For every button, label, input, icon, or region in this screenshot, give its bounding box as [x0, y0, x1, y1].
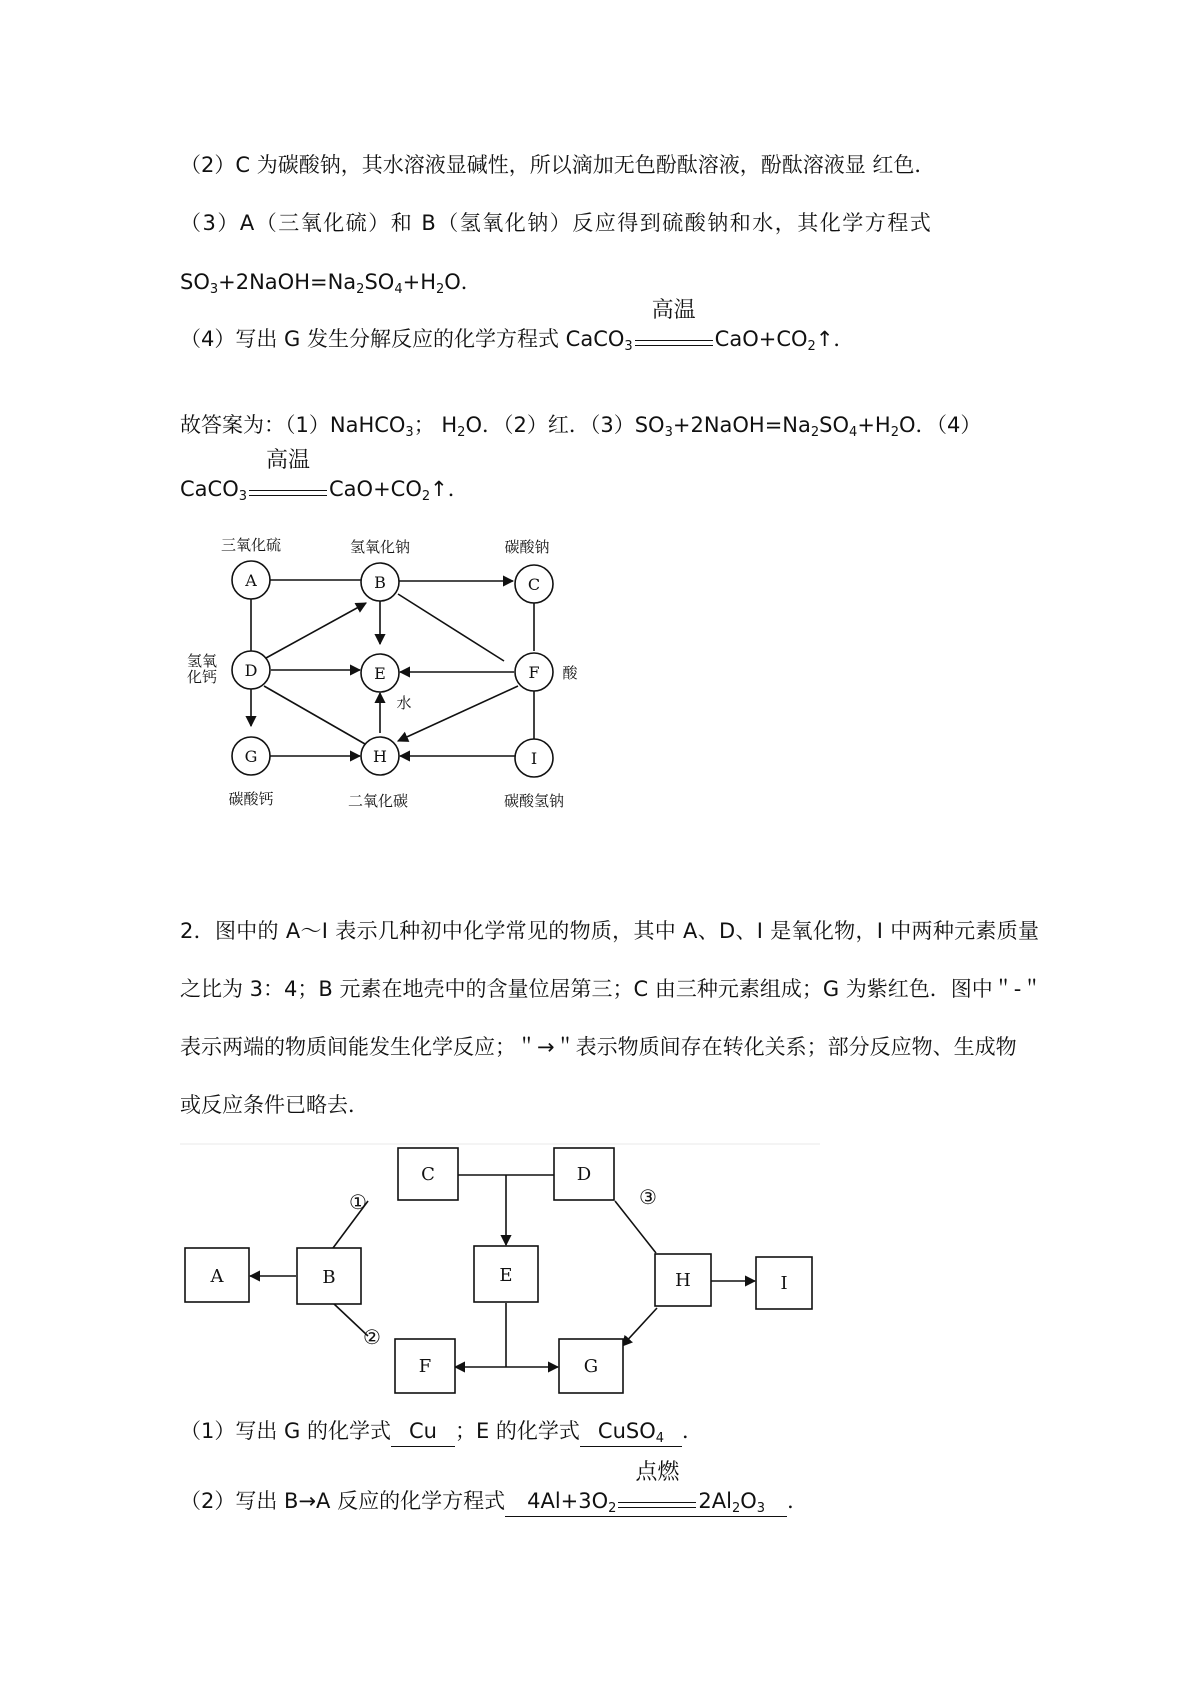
node-D-label-1: 氢氧	[186, 652, 218, 670]
question-2-line-2: 之比为 3：4；B 元素在地壳中的含量位居第三；C 由三种元素组成；G 为紫红色．图中＂-＂	[180, 977, 1043, 1001]
node-G-label: 碳酸钙	[228, 790, 274, 808]
mark-2: ②	[363, 1325, 381, 1349]
relation-diagram-2	[170, 1140, 830, 1405]
sub-question-1: （1）写出 G 的化学式 Cu ；E 的化学式 CuSO$_4$ ．	[180, 1416, 703, 1447]
node-E-letter: E	[374, 664, 386, 683]
box-C-label: C	[421, 1164, 435, 1185]
node-D-letter: D	[244, 661, 258, 680]
answer-line-4: （4）写出 G 发生分解反应的化学方程式 CaCO$_3$ 高温 $CaO+CO_2↑$．	[180, 298, 855, 354]
box-H-label: H	[675, 1270, 691, 1291]
answer-line-3-equation: $SO_3+2NaOH=Na_2SO_4+H_2O$．	[180, 270, 482, 297]
answer-G: Cu	[391, 1416, 455, 1447]
box-F-label: F	[418, 1356, 432, 1377]
box-G-label: G	[583, 1356, 599, 1377]
node-B-letter: B	[374, 573, 386, 592]
box-D-label: D	[576, 1164, 592, 1185]
node-E-label: 水	[396, 694, 412, 712]
answer-equation: $4Al+3O_2$ 点燃 $2Al_2O_3$	[505, 1486, 787, 1517]
node-H-label: 二氧化碳	[347, 792, 409, 810]
answer-line-3: （3）A（三氧化硫）和 B（氢氧化钠）反应得到硫酸钠和水，其化学方程式	[180, 211, 933, 235]
node-D-label-2: 化钙	[186, 668, 218, 686]
box-A-label: A	[210, 1266, 224, 1287]
node-G-letter: G	[244, 747, 258, 766]
box-I-label: I	[780, 1273, 788, 1294]
ignite-condition: 点燃	[618, 1486, 696, 1516]
high-temp-condition-2: 高温	[249, 474, 327, 504]
node-A-label: 三氧化硫	[220, 536, 282, 554]
high-temp-condition: 高温	[635, 324, 713, 354]
node-I-label: 碳酸氢钠	[503, 792, 565, 810]
box-E-label: E	[499, 1265, 513, 1286]
sub-question-2: （2）写出 B→A 反应的化学方程式 $4Al+3O_2$ 点燃 $2Al_2O_3$ ．	[180, 1460, 809, 1516]
node-I-letter: I	[530, 749, 538, 768]
answer-line-2: （2）C 为碳酸钠，其水溶液显碱性，所以滴加无色酚酞溶液，酚酞溶液显 红色．	[180, 153, 936, 177]
node-F-letter: F	[528, 663, 540, 682]
node-A-letter: A	[245, 571, 257, 590]
node-B-label: 氢氧化钠	[349, 538, 411, 556]
node-F-label: 酸	[562, 664, 578, 682]
question-2-line-3: 表示两端的物质间能发生化学反应；＂→＂表示物质间存在转化关系；部分反应物、生成物	[180, 1035, 1017, 1059]
answer-summary: 故答案为：（1）NaHCO$_3$； $H_2O$．（2）红．$(3)SO_3+2NaOH=Na_2SO_4+H_2O$．（4）	[180, 413, 982, 440]
node-H-letter: H	[373, 747, 387, 766]
node-C-label: 碳酸钠	[504, 538, 550, 556]
mark-3: ③	[639, 1185, 657, 1209]
question-2-line-4: 或反应条件已略去．	[180, 1093, 369, 1117]
relation-diagram-1	[170, 530, 590, 830]
question-2-line-1: 2．图中的 A～I 表示几种初中化学常见的物质，其中 A、D、I 是氧化物，I 中两种元素质量	[180, 919, 1040, 943]
answer-E: CuSO$_4$	[580, 1416, 682, 1447]
mark-1: ①	[349, 1190, 367, 1214]
box-B-label: B	[322, 1267, 336, 1288]
node-C-letter: C	[527, 575, 541, 594]
answer-summary-equation: CaCO$_3$ 高温 $CaO+CO_2↑$．	[180, 448, 469, 504]
